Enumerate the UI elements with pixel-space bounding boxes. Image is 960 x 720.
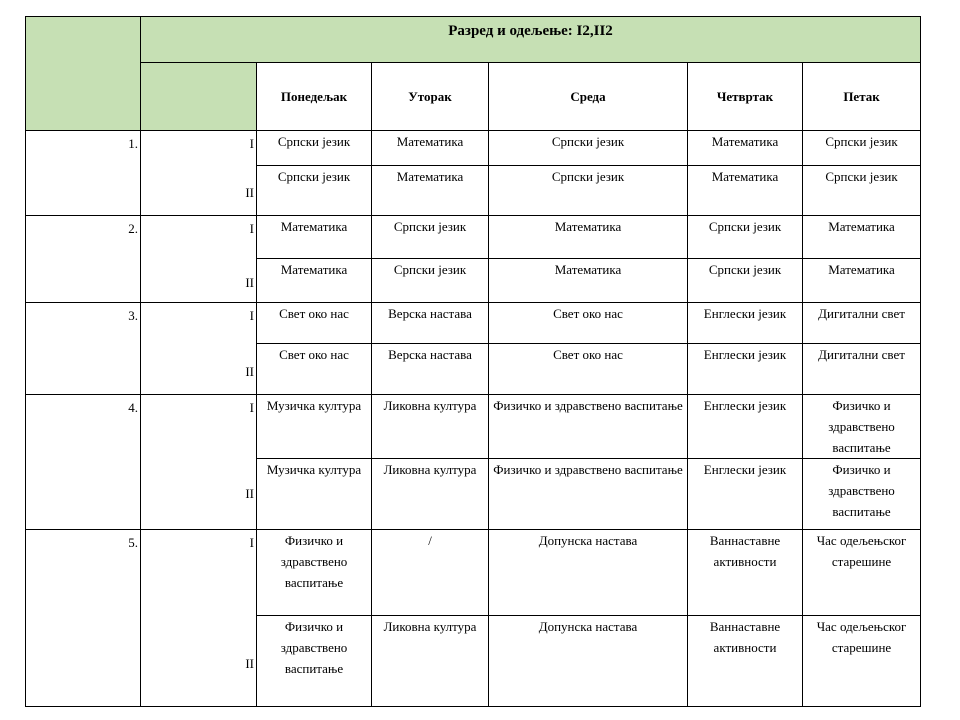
shift-label-second: II <box>245 656 254 671</box>
subject-cell: Физичко и здравствено васпитање <box>489 459 688 530</box>
shift-label-second: II <box>245 275 254 290</box>
shift-labels <box>141 530 257 707</box>
subject-cell: Математика <box>803 216 921 259</box>
subject-cell: Математика <box>688 166 803 216</box>
subject-cell: Српски језик <box>372 259 489 303</box>
class-title: Разред и одељење: I2,II2 <box>141 17 921 63</box>
shift-label-first: I <box>249 221 254 236</box>
subject-cell: Физичко и здравствено васпитање <box>489 395 688 459</box>
subject-cell: Музичка култура <box>257 459 372 530</box>
subject-cell: Ликовна култура <box>372 395 489 459</box>
subject-cell: Математика <box>489 259 688 303</box>
subject-cell: Енглески језик <box>688 344 803 395</box>
day-header: Петак <box>803 63 921 131</box>
subject-cell: Српски језик <box>372 216 489 259</box>
subject-cell: Ликовна култура <box>372 459 489 530</box>
subject-cell: Српски језик <box>489 166 688 216</box>
period-number: 1. <box>26 131 141 216</box>
subject-cell: Српски језик <box>688 216 803 259</box>
subject-cell: Српски језик <box>257 166 372 216</box>
shift-labels <box>141 303 257 395</box>
day-header: Четвртак <box>688 63 803 131</box>
day-header: Среда <box>489 63 688 131</box>
subject-cell: Физичко и здравствено васпитање <box>803 395 921 459</box>
subject-cell: Допунска настава <box>489 530 688 616</box>
subject-cell: Математика <box>372 131 489 166</box>
shift-label-second: II <box>245 486 254 501</box>
shift-label-second: II <box>245 364 254 379</box>
subject-cell: Физичко и здравствено васпитање <box>257 616 372 707</box>
shift-labels <box>141 395 257 530</box>
subject-cell: Математика <box>803 259 921 303</box>
subject-cell: Час одељењског старешине <box>803 530 921 616</box>
period-number: 4. <box>26 395 141 530</box>
subject-cell: Математика <box>688 131 803 166</box>
table-row <box>26 216 921 259</box>
shift-labels <box>141 216 257 303</box>
subject-cell: Математика <box>257 259 372 303</box>
shift-label-first: I <box>249 400 254 415</box>
subheader-cell <box>141 63 257 131</box>
period-number: 5. <box>26 530 141 707</box>
subject-cell: Математика <box>372 166 489 216</box>
corner-cell <box>26 17 141 131</box>
subject-cell: Српски језик <box>489 131 688 166</box>
table-row <box>26 530 921 616</box>
subject-cell: Час одељењског старешине <box>803 616 921 707</box>
table-row <box>26 303 921 344</box>
period-number: 3. <box>26 303 141 395</box>
subject-cell: Ликовна култура <box>372 616 489 707</box>
subject-cell: Верска настава <box>372 344 489 395</box>
subject-cell: Српски језик <box>803 131 921 166</box>
subject-cell: Математика <box>489 216 688 259</box>
subject-cell: Дигитални свет <box>803 344 921 395</box>
subject-cell: Српски језик <box>257 131 372 166</box>
subject-cell: Математика <box>257 216 372 259</box>
shift-label-first: I <box>249 535 254 550</box>
table-row <box>26 131 921 166</box>
timetable <box>25 16 921 707</box>
subject-cell: Свет око нас <box>489 344 688 395</box>
subject-cell: Допунска настава <box>489 616 688 707</box>
table-row <box>26 395 921 459</box>
shift-labels <box>141 131 257 216</box>
shift-label-second: II <box>245 185 254 200</box>
day-header: Уторак <box>372 63 489 131</box>
timetable-body <box>26 131 921 707</box>
period-number: 2. <box>26 216 141 303</box>
subject-cell: Физичко и здравствено васпитање <box>257 530 372 616</box>
subject-cell: Верска настава <box>372 303 489 344</box>
subject-cell: Српски језик <box>803 166 921 216</box>
shift-label-first: I <box>249 308 254 323</box>
subject-cell: Енглески језик <box>688 303 803 344</box>
subject-cell: Српски језик <box>688 259 803 303</box>
subject-cell: Ваннаставне активности <box>688 616 803 707</box>
subject-cell: Ваннаставне активности <box>688 530 803 616</box>
subject-cell: Енглески језик <box>688 395 803 459</box>
subject-cell: Свет око нас <box>257 303 372 344</box>
subject-cell: Свет око нас <box>257 344 372 395</box>
subject-cell: Музичка култура <box>257 395 372 459</box>
subject-cell: / <box>372 530 489 616</box>
subject-cell: Физичко и здравствено васпитање <box>803 459 921 530</box>
subject-cell: Дигитални свет <box>803 303 921 344</box>
day-header: Понедељак <box>257 63 372 131</box>
subject-cell: Свет око нас <box>489 303 688 344</box>
shift-label-first: I <box>249 136 254 151</box>
subject-cell: Енглески језик <box>688 459 803 530</box>
